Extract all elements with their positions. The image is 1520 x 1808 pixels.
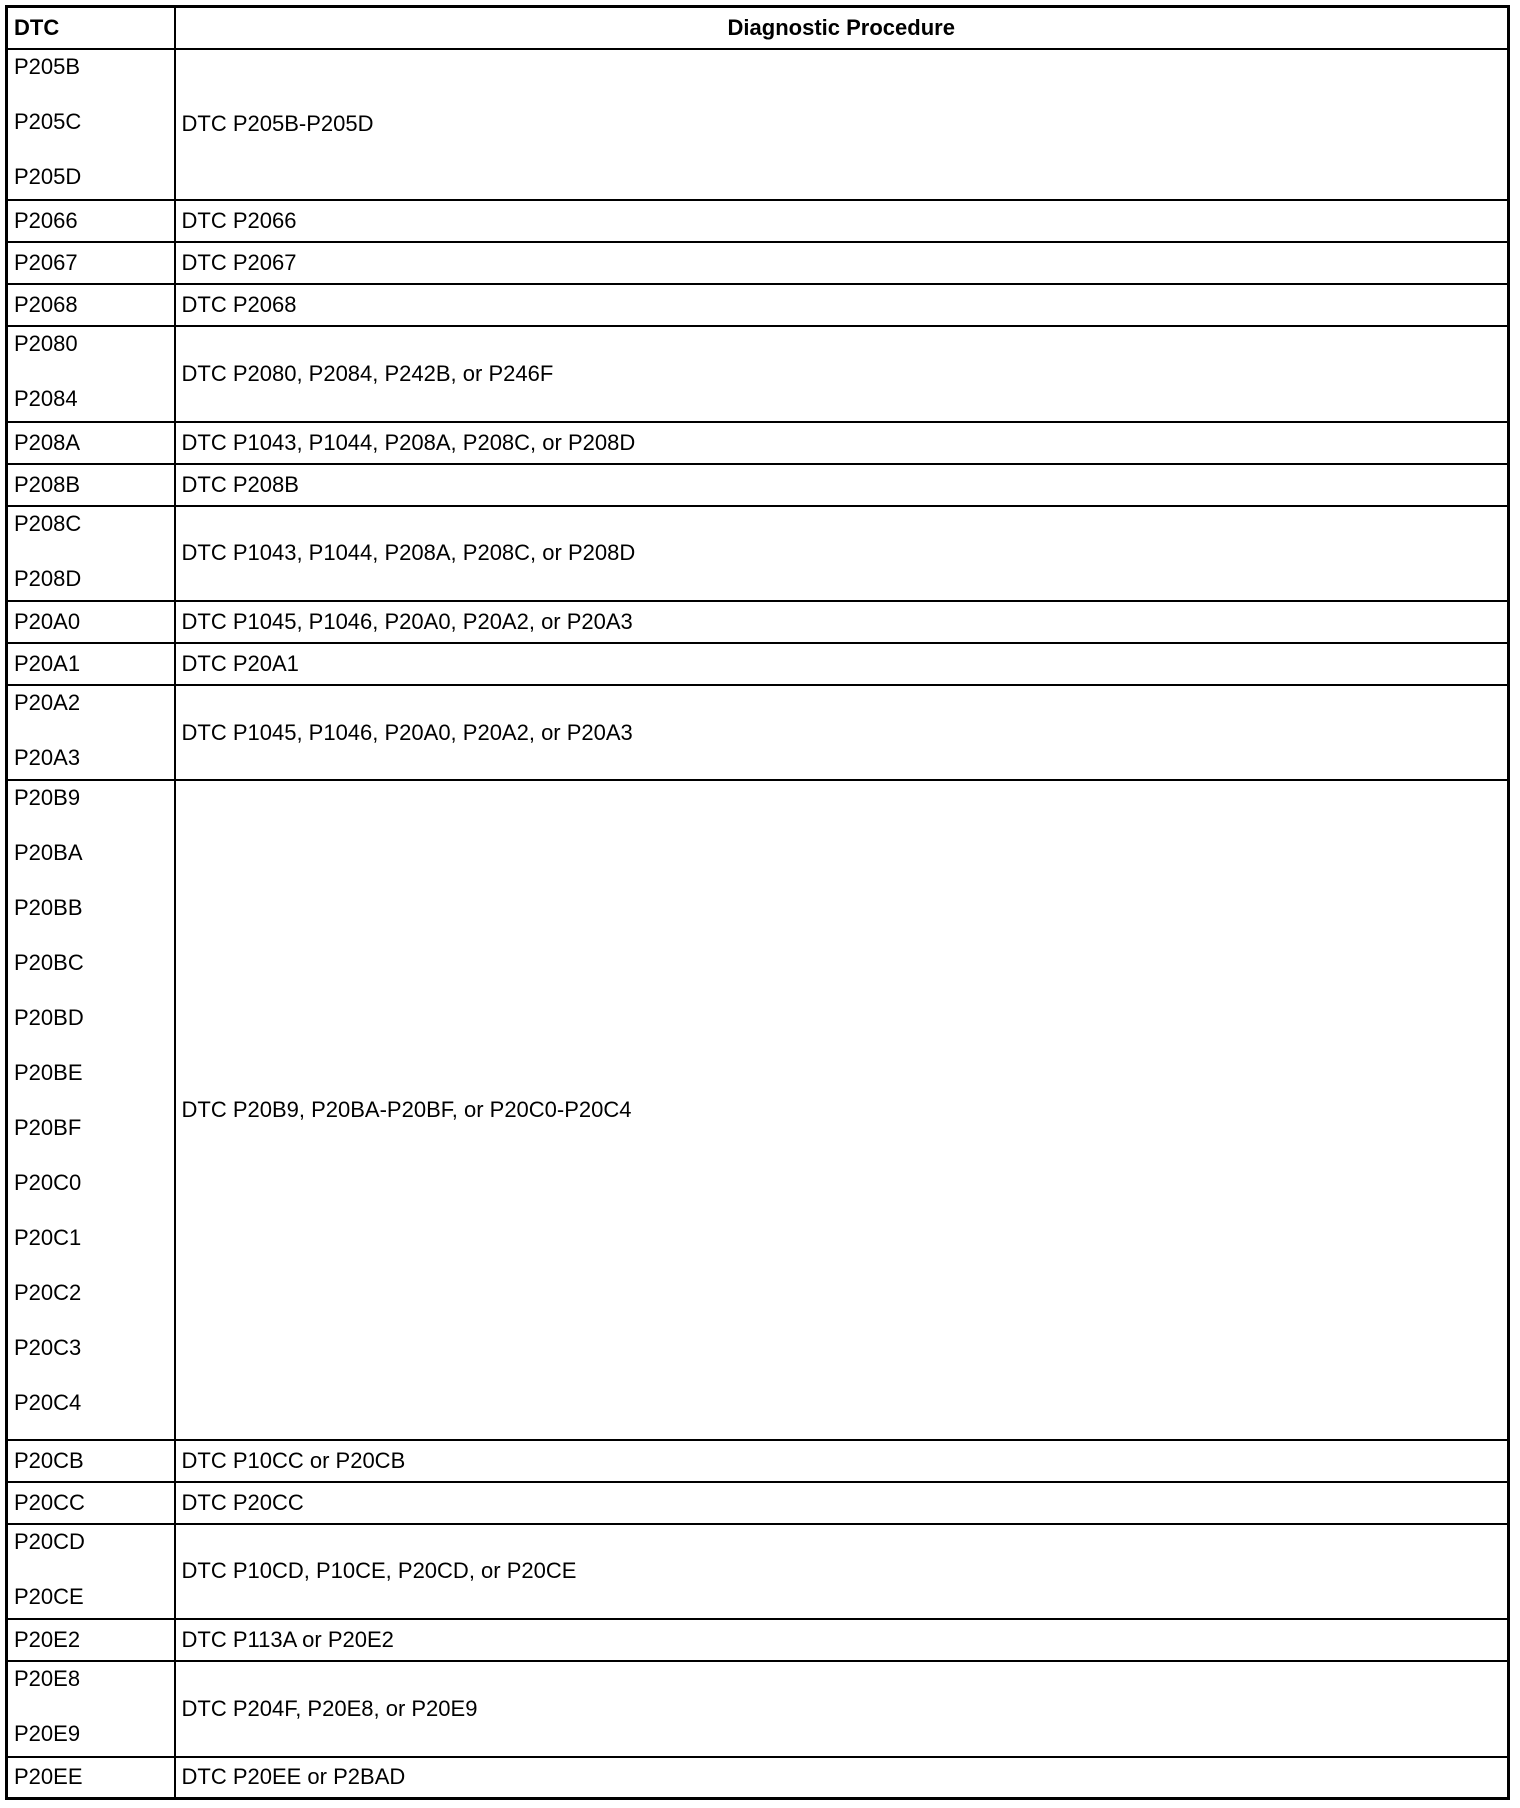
dtc-code: P20A0 <box>14 608 81 634</box>
header-dtc: DTC <box>7 7 175 49</box>
table-row <box>7 1619 1509 1661</box>
dtc-code: P208C <box>14 510 82 536</box>
dtc-code: P208D <box>14 565 82 591</box>
diagnostic-procedure-cell: DTC P10CC or P20CB <box>175 1440 1509 1482</box>
table-header-row <box>7 7 1509 49</box>
diagnostic-procedure-cell: DTC P1043, P1044, P208A, P208C, or P208D <box>175 422 1509 464</box>
table-row <box>7 643 1509 685</box>
dtc-cell <box>7 506 175 601</box>
dtc-code: P2080 <box>14 331 78 357</box>
dtc-table-container <box>5 5 1507 1800</box>
dtc-code: P205D <box>14 163 82 189</box>
dtc-cell <box>7 601 175 643</box>
diagnostic-procedure-cell: DTC P2067 <box>175 242 1509 284</box>
diagnostic-procedure-cell: DTC P10CD, P10CE, P20CD, or P20CE <box>175 1524 1509 1619</box>
dtc-code: P20C1 <box>14 1225 82 1251</box>
diagnostic-procedure-cell: DTC P1045, P1046, P20A0, P20A2, or P20A3 <box>175 685 1509 780</box>
table-row <box>7 685 1509 780</box>
table-row <box>7 1482 1509 1524</box>
dtc-code: P20BE <box>14 1060 83 1086</box>
table-body <box>7 49 1509 1799</box>
dtc-table <box>5 5 1510 1800</box>
dtc-code: P20EE <box>14 1764 83 1790</box>
dtc-cell <box>7 1524 175 1619</box>
dtc-cell <box>7 1661 175 1756</box>
dtc-cell <box>7 1482 175 1524</box>
dtc-cell <box>7 780 175 1439</box>
dtc-code: P20E2 <box>14 1627 81 1653</box>
diagnostic-procedure-cell: DTC P2066 <box>175 200 1509 242</box>
dtc-code: P20BF <box>14 1115 82 1141</box>
diagnostic-procedure-cell: DTC P2068 <box>175 284 1509 326</box>
dtc-code: P20BD <box>14 1005 84 1031</box>
table-row <box>7 780 1509 1439</box>
dtc-code: P20CD <box>14 1528 85 1554</box>
header-diagnostic-procedure: Diagnostic Procedure <box>175 7 1509 49</box>
dtc-code: P2084 <box>14 386 78 412</box>
diagnostic-procedure-cell: DTC P2080, P2084, P242B, or P246F <box>175 326 1509 421</box>
dtc-cell <box>7 49 175 201</box>
diagnostic-procedure-cell: DTC P20B9, P20BA-P20BF, or P20C0-P20C4 <box>175 780 1509 1439</box>
table-row <box>7 326 1509 421</box>
dtc-code: P20CC <box>14 1489 85 1515</box>
dtc-code: P20BA <box>14 840 83 866</box>
dtc-cell <box>7 1440 175 1482</box>
dtc-code: P20B9 <box>14 785 81 811</box>
table-row <box>7 284 1509 326</box>
dtc-code: P208A <box>14 429 81 455</box>
dtc-cell <box>7 643 175 685</box>
diagnostic-procedure-cell: DTC P20A1 <box>175 643 1509 685</box>
dtc-code: P2066 <box>14 208 78 234</box>
diagnostic-procedure-cell: DTC P208B <box>175 464 1509 506</box>
dtc-code: P205C <box>14 108 82 134</box>
dtc-code: P20C3 <box>14 1335 82 1361</box>
table-row <box>7 1757 1509 1799</box>
table-row <box>7 422 1509 464</box>
dtc-code: P20CB <box>14 1447 84 1473</box>
dtc-code: P205B <box>14 53 81 79</box>
diagnostic-procedure-cell: DTC P20CC <box>175 1482 1509 1524</box>
diagnostic-procedure-cell: DTC P205B-P205D <box>175 49 1509 201</box>
table-row <box>7 601 1509 643</box>
dtc-code: P20A2 <box>14 689 81 715</box>
dtc-code: P20BC <box>14 950 84 976</box>
dtc-cell <box>7 326 175 421</box>
dtc-code: P2067 <box>14 250 78 276</box>
dtc-code: P20BB <box>14 895 83 921</box>
table-row <box>7 242 1509 284</box>
dtc-code: P20CE <box>14 1583 84 1609</box>
table-row <box>7 200 1509 242</box>
dtc-code: P20A3 <box>14 744 81 770</box>
table-row <box>7 464 1509 506</box>
dtc-cell <box>7 284 175 326</box>
dtc-code: P2068 <box>14 292 78 318</box>
dtc-code: P20C4 <box>14 1390 82 1416</box>
table-row <box>7 1661 1509 1756</box>
diagnostic-procedure-cell: DTC P113A or P20E2 <box>175 1619 1509 1661</box>
dtc-code: P20E8 <box>14 1666 81 1692</box>
dtc-code: P20C0 <box>14 1170 82 1196</box>
diagnostic-procedure-cell: DTC P1043, P1044, P208A, P208C, or P208D <box>175 506 1509 601</box>
table-row <box>7 1524 1509 1619</box>
dtc-cell <box>7 1757 175 1799</box>
diagnostic-procedure-cell: DTC P204F, P20E8, or P20E9 <box>175 1661 1509 1756</box>
dtc-code: P20A1 <box>14 650 81 676</box>
dtc-code: P20C2 <box>14 1280 82 1306</box>
dtc-cell <box>7 200 175 242</box>
diagnostic-procedure-cell: DTC P1045, P1046, P20A0, P20A2, or P20A3 <box>175 601 1509 643</box>
dtc-code: P208B <box>14 471 81 497</box>
table-row <box>7 1440 1509 1482</box>
dtc-cell <box>7 242 175 284</box>
diagnostic-procedure-cell: DTC P20EE or P2BAD <box>175 1757 1509 1799</box>
table-row <box>7 49 1509 201</box>
dtc-cell <box>7 1619 175 1661</box>
dtc-cell <box>7 422 175 464</box>
dtc-cell <box>7 685 175 780</box>
dtc-code: P20E9 <box>14 1721 81 1747</box>
dtc-cell <box>7 464 175 506</box>
table-row <box>7 506 1509 601</box>
